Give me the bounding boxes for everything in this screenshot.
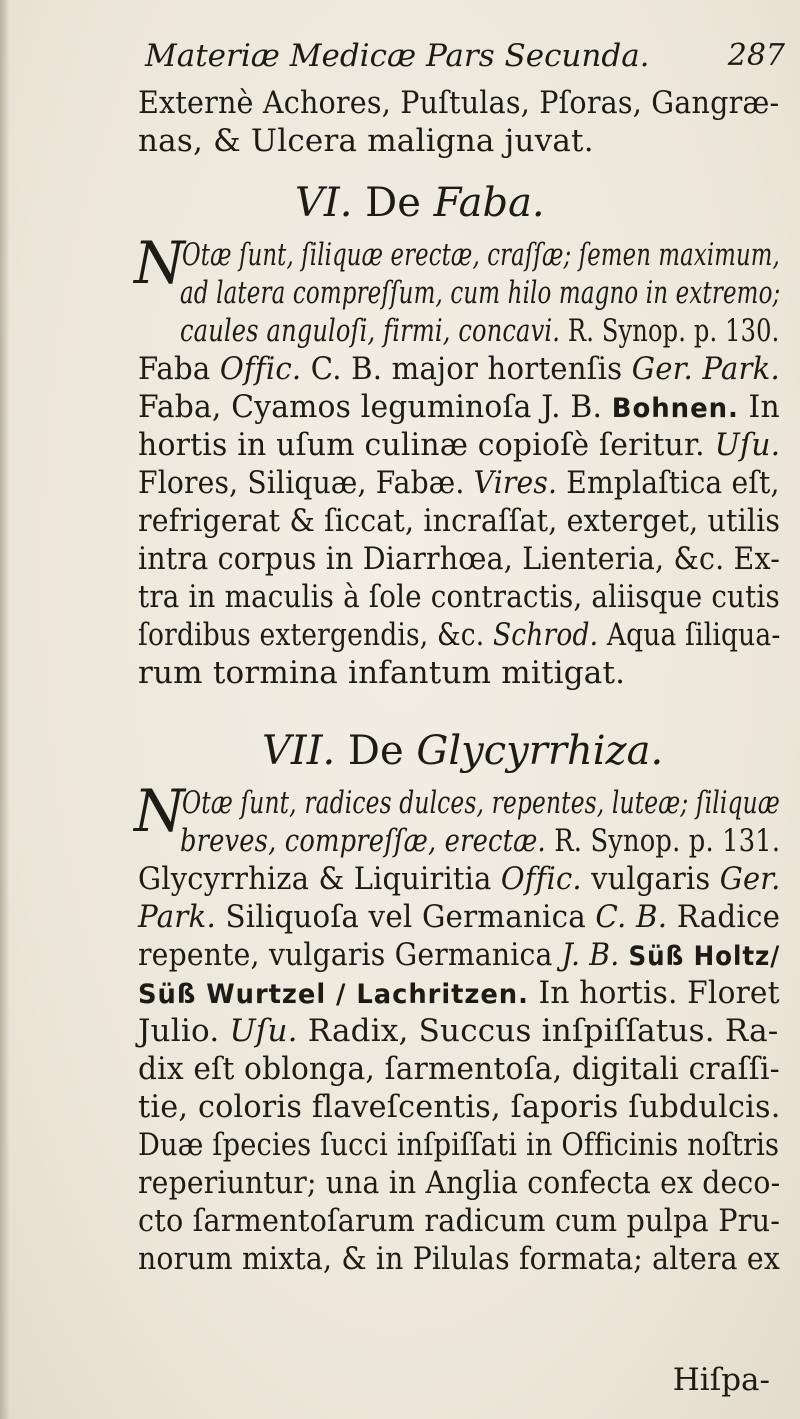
text-segment: refrigerat & ſiccat, incraſſat, exterget, utilis (138, 503, 781, 539)
text-segment: Schrod. (492, 617, 599, 653)
section-title-prefix: De (347, 728, 404, 774)
text-segment: Faba, Cyamos leguminoſa J. B. (138, 389, 612, 425)
text-line (138, 974, 780, 1014)
intro-line: Externè Achores, Puſtulas, Pſoras, Gangræ- (138, 85, 780, 121)
text-segment: R. Synop. p. 130. (567, 313, 780, 349)
catchword: Hiſpa- (672, 1362, 770, 1398)
text-line (180, 274, 780, 312)
text-line (138, 1126, 779, 1164)
text-segment: J. B. (561, 937, 620, 973)
text-segment: Otæ ſunt, ſiliquæ erectæ, craſſæ; ſemen maximum, (182, 237, 780, 273)
page-gutter-shadow (0, 0, 10, 1419)
text-segment: norum mixta, & in Pilulas formata; altera ex (138, 1241, 780, 1277)
text-segment: Uſu. (229, 1013, 298, 1049)
page-number: 287 (727, 38, 785, 73)
section-number: VI. (295, 180, 353, 226)
section-title: Faba. (433, 180, 545, 226)
text-segment: rum tormina infantum mitigat. (138, 655, 626, 691)
text-line (138, 616, 781, 654)
text-segment: Offic. (500, 861, 582, 897)
text-segment: cto ſarmentoſarum radicum cum pulpa Pru- (138, 1203, 781, 1239)
text-line (138, 540, 780, 578)
text-line (138, 936, 780, 976)
text-segment: Siliquoſa vel Germanica (215, 899, 596, 935)
text-segment: Uſu. (714, 427, 781, 463)
text-segment: Julio. (138, 1013, 230, 1049)
section-number: VII. (262, 728, 336, 774)
text-segment: Park. (138, 899, 216, 935)
text-line (138, 1050, 780, 1088)
text-segment: Süß Holtz/ (628, 941, 781, 972)
text-segment: tie, coloris flaveſcentis, ſaporis ſubdulcis. (138, 1089, 781, 1125)
section-heading-faba (295, 180, 545, 226)
text-segment: breves, compreſſæ, erectæ. (180, 823, 555, 859)
text-segment: intra corpus in Diarrhœa, Lienteria, &c. Ex- (138, 541, 781, 577)
text-line (180, 822, 780, 860)
text-segment: vulgaris (581, 861, 720, 897)
text-line (138, 1164, 780, 1202)
text-segment: repente, vulgaris Germanica (138, 937, 562, 973)
text-segment: ad latera compreſſum, cum hilo magno in extremo; (180, 275, 781, 311)
text-line (138, 350, 780, 388)
text-line (138, 1240, 780, 1278)
text-segment: Süß Wurtzel / Lachritzen. (138, 979, 529, 1010)
text-line (138, 654, 625, 692)
text-segment: Radix, Succus inſpiſſatus. Ra- (297, 1013, 779, 1049)
section-title-prefix: De (365, 180, 421, 226)
intro-line: nas, & Ulcera maligna juvat. (138, 123, 594, 159)
text-segment: Otæ ſunt, radices dulces, repentes, luteæ; ſiliquæ (182, 785, 780, 821)
running-head: Materiæ Medicæ Pars Secunda. (145, 38, 650, 74)
text-line (138, 502, 780, 540)
text-segment: Faba (138, 351, 220, 387)
text-segment: Ger. Park. (631, 351, 780, 387)
text-segment: Vires. (473, 465, 558, 501)
text-segment: Ger. (719, 861, 781, 897)
text-segment: Offic. (219, 351, 302, 387)
text-segment: Bohnen. (611, 393, 739, 424)
text-segment: Emplaſtica eſt, (557, 465, 780, 501)
text-segment: Glycyrrhiza & Liquiritia (138, 861, 501, 897)
text-segment: tra in maculis à ſole contractis, aliisque cutis (138, 579, 780, 615)
text-segment: Flores, Siliquæ, Fabæ. (138, 465, 474, 501)
text-segment: C. B. (595, 899, 668, 935)
text-line (180, 312, 779, 350)
section-title: Glycyrrhiza. (416, 728, 664, 774)
text-line (138, 578, 780, 616)
text-line (138, 464, 780, 502)
text-line (138, 1012, 778, 1050)
text-segment: ſordibus extergendis, &c. (138, 617, 493, 653)
text-segment: Duæ ſpecies ſucci inſpiſſati in Officinis noſtris (138, 1127, 780, 1163)
text-segment: In (738, 389, 780, 425)
page-header (145, 38, 785, 78)
text-line (138, 860, 780, 898)
drop-cap: N (134, 229, 185, 297)
text-segment: In hortis. Floret (528, 975, 780, 1011)
text-line (138, 1202, 780, 1240)
text-segment: hortis in uſum culinæ copioſè ſeritur. (138, 427, 715, 463)
text-line (138, 898, 780, 936)
text-line (182, 236, 780, 274)
text-line (138, 388, 780, 428)
text-segment: Radice (667, 899, 781, 935)
section-heading-glycyrrhiza (262, 728, 663, 774)
text-segment: dix eſt oblonga, ſarmentoſa, digitali craſſi- (138, 1051, 780, 1087)
drop-cap: N (134, 777, 185, 845)
text-segment: R. Synop. p. 131. (554, 823, 781, 859)
text-segment: Aqua ſiliqua- (598, 617, 781, 653)
text-line (138, 1088, 781, 1126)
text-line (138, 426, 780, 464)
text-segment: C. B. major hortenſis (301, 351, 632, 387)
text-segment: caules anguloſi, firmi, concavi. (180, 313, 568, 349)
text-line (182, 784, 780, 822)
text-segment: reperiuntur; una in Anglia confecta ex deco- (138, 1165, 781, 1201)
